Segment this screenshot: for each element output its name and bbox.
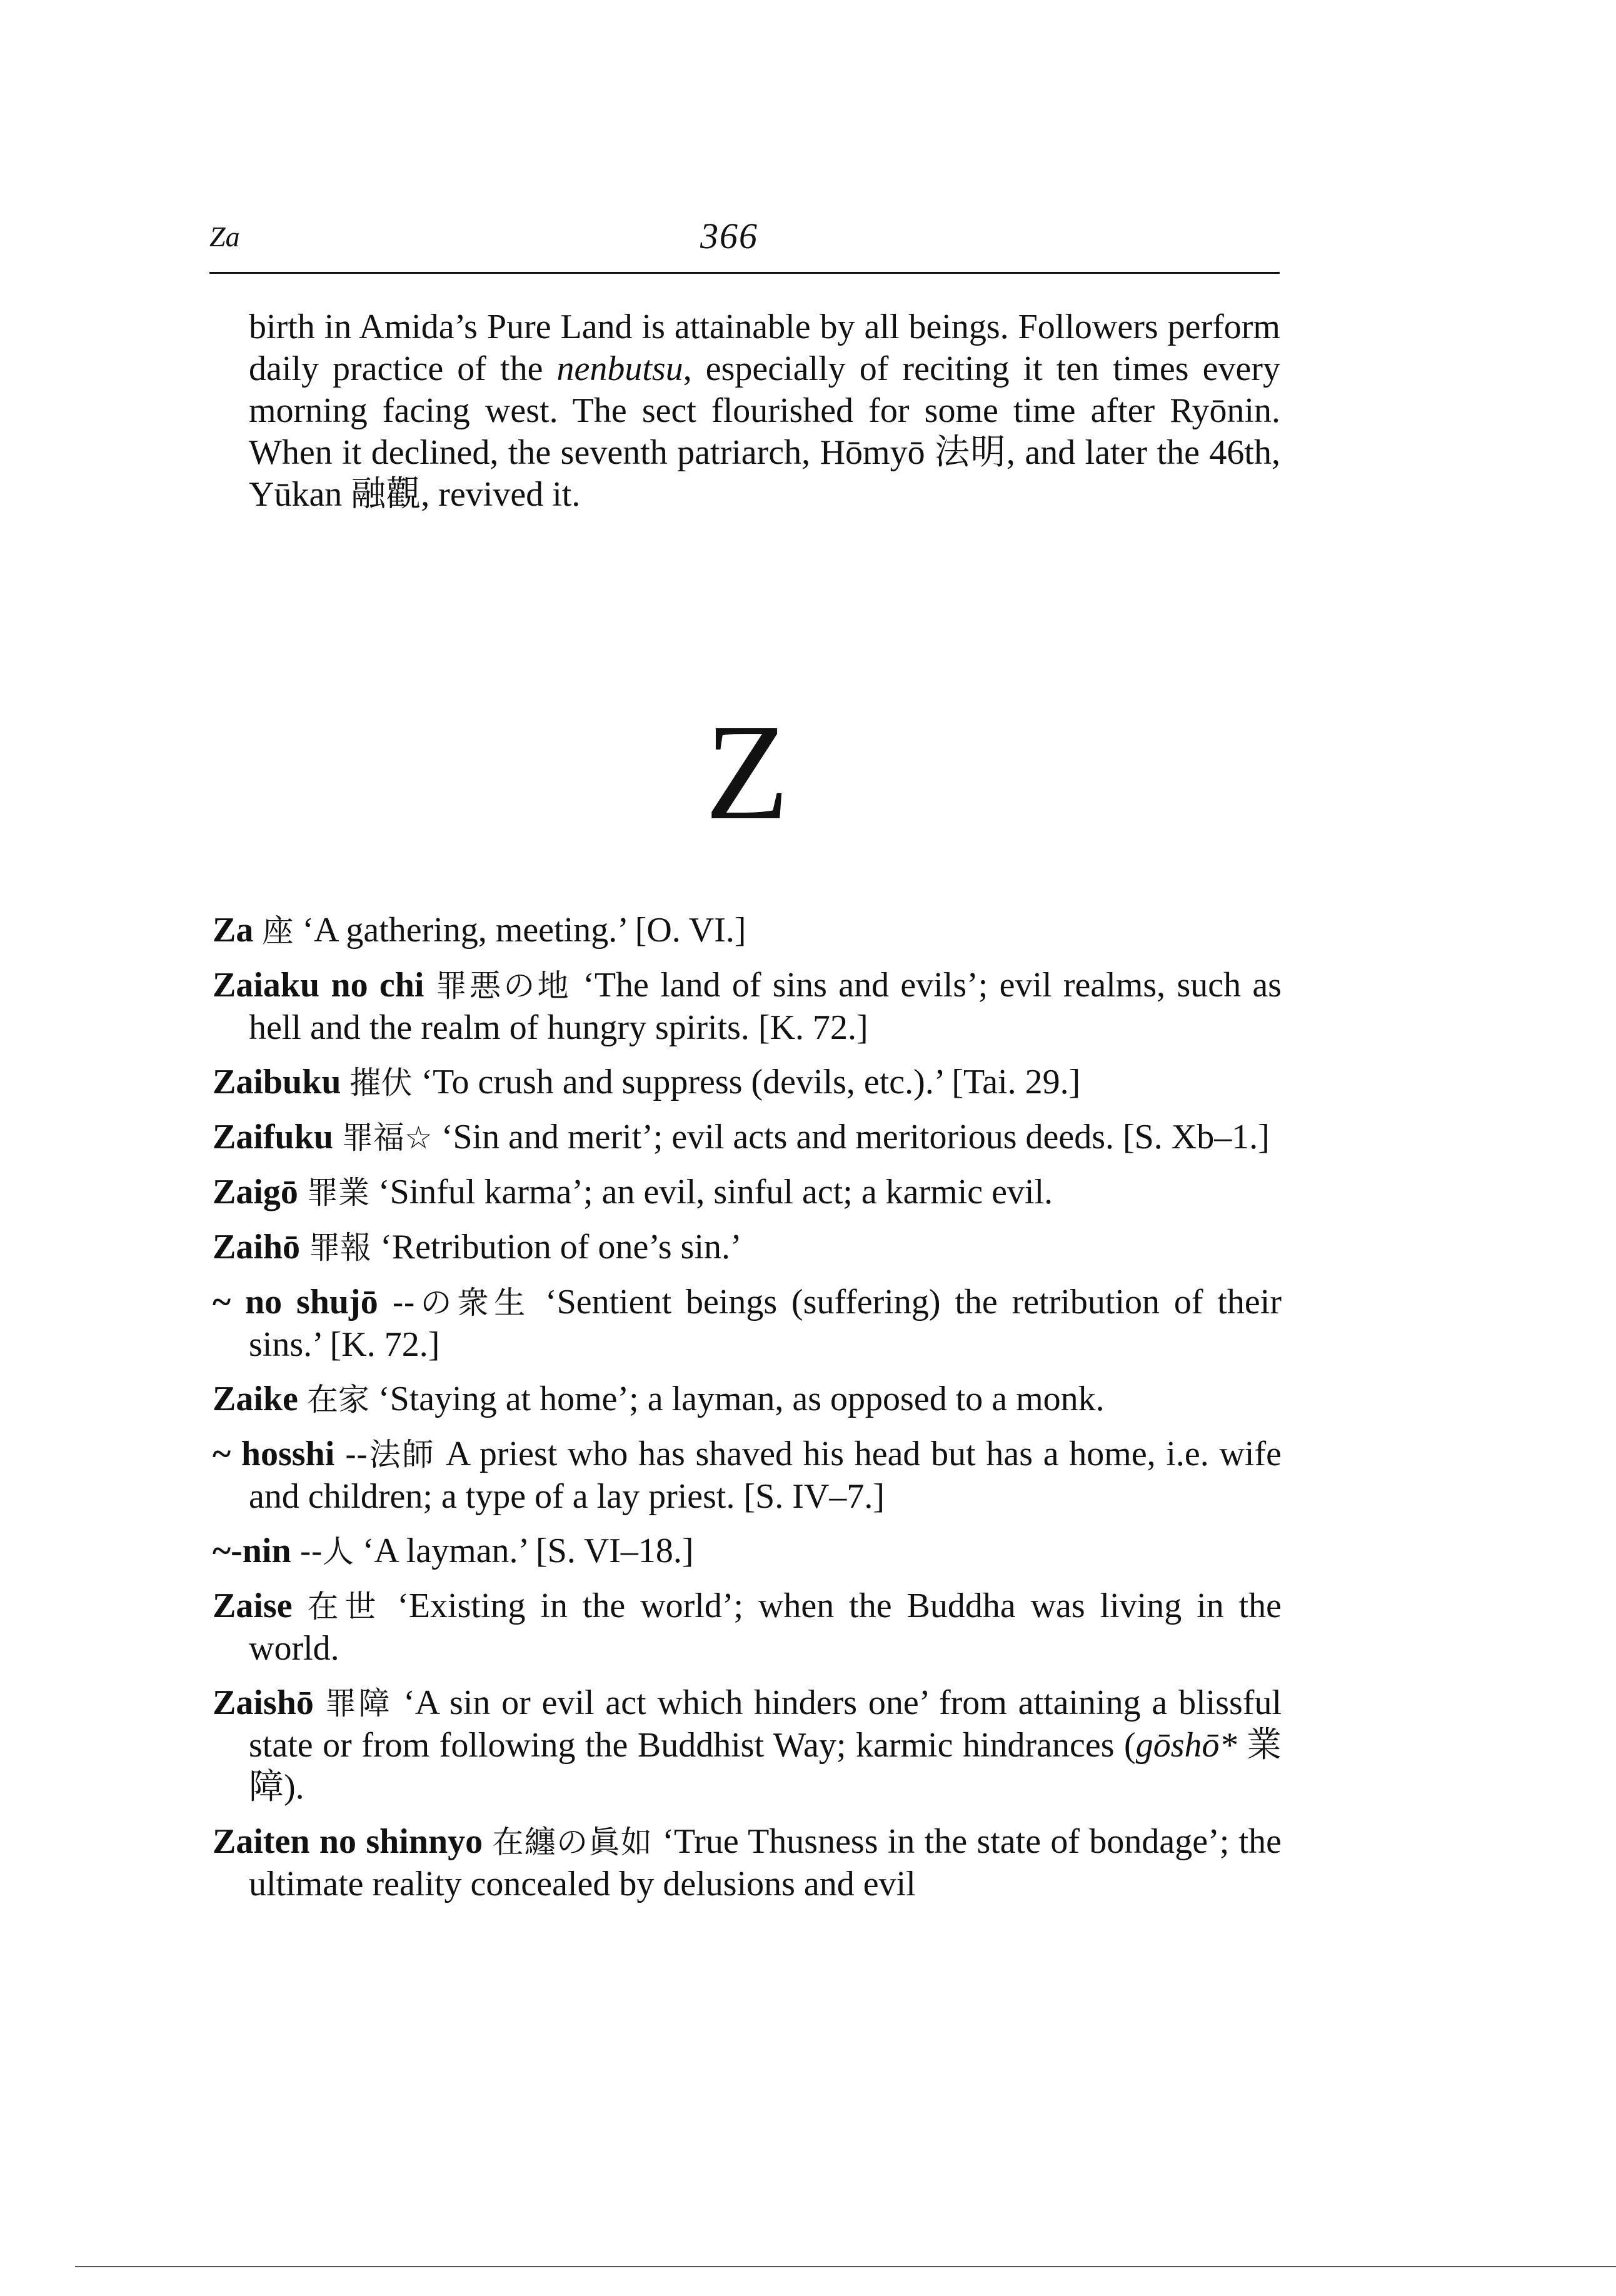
definition: A priest who has shaved his head but has a home, i.e. wife and children; a type of a lay priest. xyxy=(249,1435,1282,1516)
headword: Zaike xyxy=(213,1380,298,1418)
entry-zaibuku xyxy=(213,1061,1282,1104)
continuation-paragraph xyxy=(249,306,1280,516)
reference: [S. VI–18.] xyxy=(536,1532,694,1570)
entry-zaiten-no-shinnyo xyxy=(213,1821,1282,1905)
entry-zaisho xyxy=(213,1682,1282,1808)
reference: [O. VI.] xyxy=(635,911,746,950)
kanji: 在纏の眞如 xyxy=(492,1824,653,1860)
kanji: 罪報 xyxy=(309,1230,372,1266)
kanji: --法師 xyxy=(344,1436,436,1473)
headword: ~ no shujō xyxy=(213,1283,378,1321)
continuation-text-2: , especially of reciting it ten times every morning facing west. The sect flourished for some time after Ryōnin. When it declined, the seventh patriarch, Hōmyō 法明, and later the 46th, Yūkan 融觀, revived it. xyxy=(249,349,1280,514)
reference: [Tai. 29.] xyxy=(951,1063,1081,1101)
bottom-rule xyxy=(75,2266,1616,2267)
definition: ‘A sin or evil act which hinders one’ from attaining a blissful state or from following the Buddhist Way; karmic hindrances ( xyxy=(249,1683,1282,1765)
kanji: 罪悪の地 xyxy=(435,968,571,1004)
headword: Zaifuku xyxy=(213,1118,333,1156)
page-number: 366 xyxy=(700,216,758,256)
entry-zaiaku-no-chi xyxy=(213,965,1282,1049)
headword: Zaihō xyxy=(213,1228,301,1266)
definition: ‘Staying at home’; a layman, as opposed to a monk. xyxy=(378,1380,1105,1418)
reference: [K. 72.] xyxy=(758,1008,868,1047)
definition-tail: 業障). xyxy=(249,1726,1282,1807)
entry-zaiho xyxy=(213,1226,1282,1269)
definition: ‘A gathering, meeting.’ xyxy=(302,911,626,950)
definition: ‘Sentient beings (suffering) the retribution of their sins.’ xyxy=(249,1283,1282,1364)
headword: Zaigō xyxy=(213,1173,298,1211)
kanji: 座 xyxy=(262,913,294,949)
reference: [S. Xb–1.] xyxy=(1123,1118,1270,1156)
kanji: 罪業 xyxy=(306,1175,369,1211)
entry-zaike-hosshi xyxy=(213,1433,1282,1518)
kanji: 罪福☆ xyxy=(342,1120,433,1156)
running-head: Za xyxy=(209,221,240,253)
continuation-term: nenbutsu xyxy=(556,349,683,388)
entry-list xyxy=(213,910,1282,1918)
definition: ‘Existing in the world’; when the Buddha was living in the world. xyxy=(249,1587,1282,1668)
definition: ‘To crush and suppress (devils, etc.).’ xyxy=(421,1063,943,1101)
entry-zaise xyxy=(213,1585,1282,1670)
definition: ‘Sinful karma’; an evil, sinful act; a karmic evil. xyxy=(378,1173,1053,1211)
definition: ‘The land of sins and evils’; evil realms, such as hell and the realm of hungry spirits. xyxy=(249,966,1282,1047)
reference: [S. IV–7.] xyxy=(743,1477,885,1516)
section-letter: Z xyxy=(705,696,790,848)
definition: ‘A layman.’ xyxy=(362,1532,528,1570)
entry-za xyxy=(213,910,1282,952)
headword: ~-nin xyxy=(213,1532,291,1570)
entry-zaike-nin xyxy=(213,1530,1282,1573)
headword: Zaiaku no chi xyxy=(213,966,424,1005)
kanji: --人 xyxy=(299,1533,354,1570)
headword: Zaishō xyxy=(213,1683,314,1722)
kanji: 在世 xyxy=(307,1588,383,1625)
kanji: 摧伏 xyxy=(349,1065,413,1101)
continuation-text-1: birth in Amida’s Pure Land is attainable by all beings. Followers perform daily practice of the xyxy=(249,308,1280,388)
cross-reference: gōshō* xyxy=(1135,1726,1237,1765)
headword: ~ hosshi xyxy=(213,1435,335,1473)
entry-zaifuku xyxy=(213,1116,1282,1159)
definition: ‘Sin and merit’; evil acts and meritorious deeds. xyxy=(441,1118,1114,1156)
kanji: --の衆生 xyxy=(392,1285,531,1321)
entry-zaigo xyxy=(213,1171,1282,1214)
kanji: 罪障 xyxy=(324,1685,393,1722)
headword: Zaibuku xyxy=(213,1063,341,1101)
headword: Za xyxy=(213,911,254,950)
definition: ‘Retribution of one’s sin.’ xyxy=(380,1228,742,1266)
header-rule xyxy=(209,272,1280,274)
definition: ‘True Thusness in the state of bondage’; the ultimate reality concealed by delusions and evil xyxy=(249,1822,1282,1903)
reference: [K. 72.] xyxy=(329,1325,440,1364)
entry-zaike xyxy=(213,1378,1282,1421)
entry-zaiho-no-shujo xyxy=(213,1281,1282,1366)
headword: Zaise xyxy=(213,1587,293,1625)
headword: Zaiten no shinnyo xyxy=(213,1822,483,1861)
kanji: 在家 xyxy=(306,1381,369,1418)
